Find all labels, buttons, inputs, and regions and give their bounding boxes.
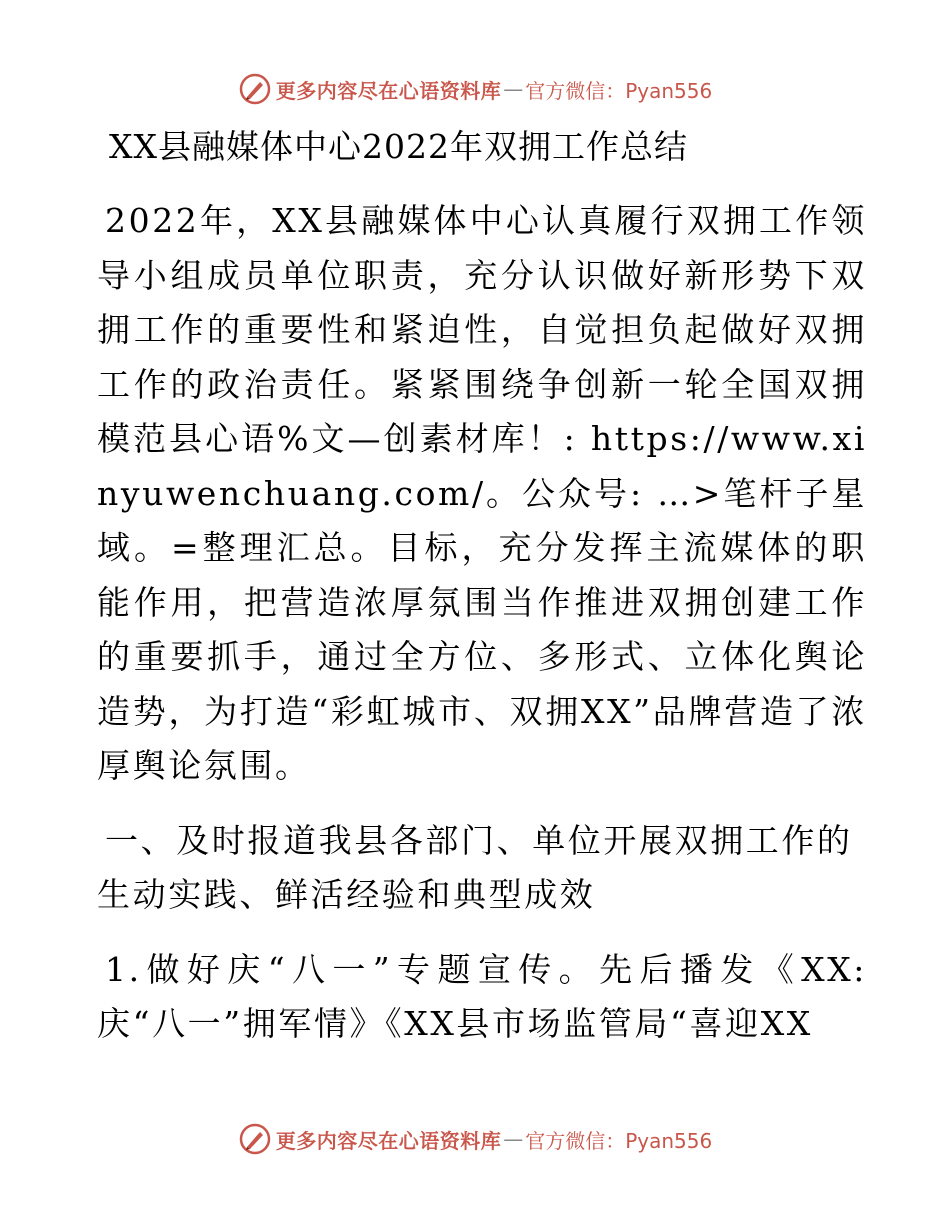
watermark-banner-bottom bbox=[0, 1122, 950, 1156]
watermark-banner-content bbox=[238, 72, 713, 106]
watermark-separator: — bbox=[503, 1127, 524, 1151]
watermark-separator: — bbox=[503, 77, 524, 101]
pen-circle-logo-icon bbox=[238, 72, 272, 106]
watermark-wechat: 官方微信：Pyan556 bbox=[525, 1128, 713, 1153]
paragraph-item-1: 1.做好庆“八一”专题宣传。先后播发《XX:庆“八一”拥军情》《XX县市场监管局“喜迎XX bbox=[97, 949, 867, 1043]
document-title: XX县融媒体中心2022年双拥工作总结 bbox=[109, 127, 688, 166]
watermark-wechat: 官方微信：Pyan556 bbox=[525, 78, 713, 103]
watermark-text: 更多内容尽在心语资料库 bbox=[275, 78, 502, 103]
document-body bbox=[97, 120, 867, 1072]
watermark-banner-content bbox=[238, 1122, 713, 1156]
watermark-banner-top bbox=[0, 72, 950, 106]
watermark-text: 更多内容尽在心语资料库 bbox=[275, 1128, 502, 1153]
section-heading-1: 一、及时报道我县各部门、单位开展双拥工作的生动实践、鲜活经验和典型成效 bbox=[97, 820, 853, 914]
paragraph-intro: 2022年，XX县融媒体中心认真履行双拥工作领导小组成员单位职责，充分认识做好新形势下双拥工作的重要性和紧迫性，自觉担负起做好双拥工作的政治责任。紧紧围绕争创新一轮全国双拥模范县心语%文—创素材库！: https://www.xinyuwenchuang.com/。公众号: …>笔杆子星域。=整理汇总。目标，充分发挥主流媒体的职能作用，把营造浓厚氛围当作推进双拥创建工作的重要抓手，通过全方位、多形式、立体化舆论造势，为打造“彩虹城市、双拥XX”品牌营造了浓厚舆论氛围。 bbox=[97, 201, 867, 785]
pen-circle-logo-icon bbox=[238, 1122, 272, 1156]
